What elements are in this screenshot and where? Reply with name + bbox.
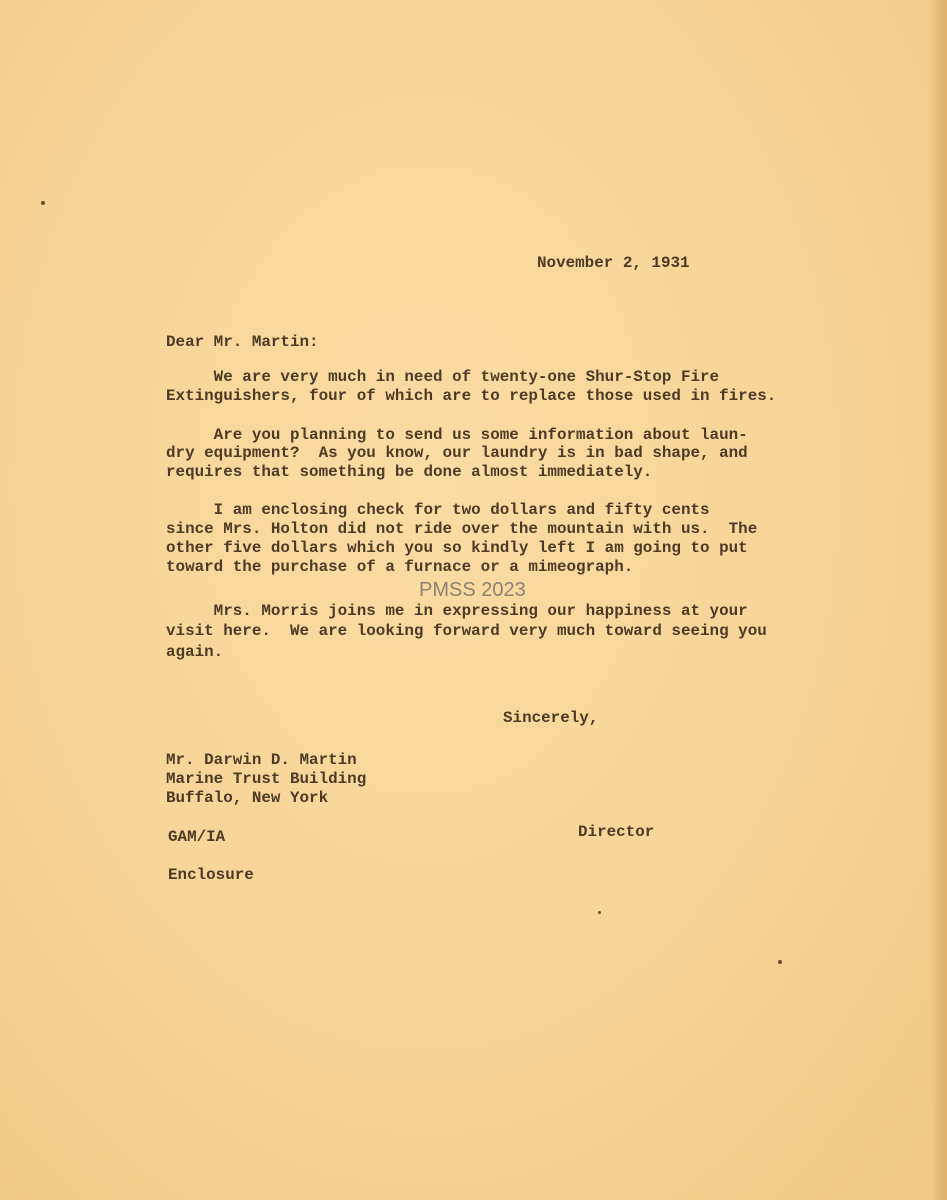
address-line: Mr. Darwin D. Martin xyxy=(166,751,357,769)
paragraph-1-line: Extinguishers, four of which are to replace those used in fires. xyxy=(166,387,777,405)
signature-title: Director xyxy=(578,823,655,841)
paragraph-3-line: toward the purchase of a furnace or a mimeograph. xyxy=(166,558,634,576)
paragraph-2-line: Are you planning to send us some information about laun- xyxy=(166,426,748,444)
paragraph-4-line: visit here. We are looking forward very much toward seeing you xyxy=(166,622,767,640)
letter-date: November 2, 1931 xyxy=(537,254,690,272)
paper-speck xyxy=(778,960,782,964)
initials: GAM/IA xyxy=(168,828,226,846)
address-line: Marine Trust Building xyxy=(166,770,367,788)
paper-speck xyxy=(598,911,601,914)
paragraph-3-line: other five dollars which you so kindly left I am going to put xyxy=(166,539,748,557)
watermark: PMSS 2023 xyxy=(419,579,526,601)
paragraph-4-line: Mrs. Morris joins me in expressing our happiness at your xyxy=(166,602,748,620)
paragraph-2-line: dry equipment? As you know, our laundry is in bad shape, and xyxy=(166,444,748,462)
paragraph-2-line: requires that something be done almost immediately. xyxy=(166,463,653,481)
salutation: Dear Mr. Martin: xyxy=(166,333,319,351)
closing: Sincerely, xyxy=(503,709,599,727)
paragraph-4-line: again. xyxy=(166,643,224,661)
paper-speck xyxy=(41,201,45,205)
address-line: Buffalo, New York xyxy=(166,789,329,807)
paragraph-3-line: since Mrs. Holton did not ride over the mountain with us. The xyxy=(166,520,758,538)
paragraph-1-line: We are very much in need of twenty-one Shur-Stop Fire xyxy=(166,368,720,386)
enclosure-note: Enclosure xyxy=(168,866,254,884)
paragraph-3-line: I am enclosing check for two dollars and fifty cents xyxy=(166,501,710,519)
paper-edge xyxy=(929,0,947,1200)
